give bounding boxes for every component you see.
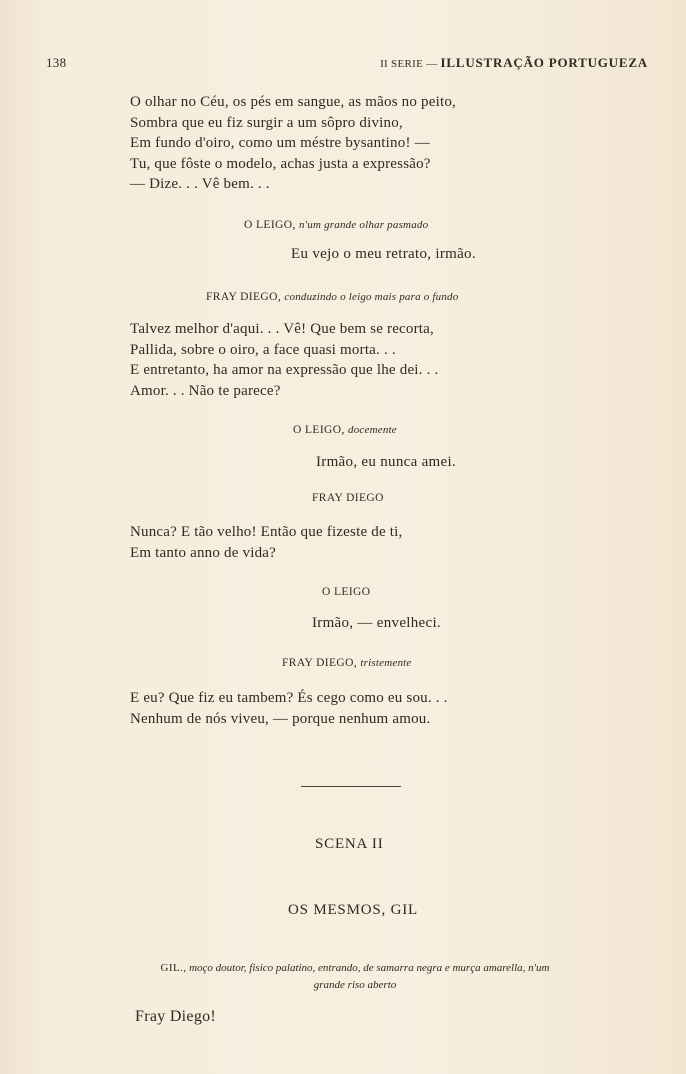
- reply-line-5: Irmão, — envelheci.: [312, 615, 441, 631]
- stage-note-text: moço doutor, fisico palatino, entrando, de samarra negra e murça amarella, n'um grande riso aberto: [189, 962, 550, 991]
- stage-direction: tristemente: [360, 657, 412, 669]
- page-header: [46, 55, 648, 73]
- scene-title: SCENA II: [315, 836, 384, 852]
- running-title: [380, 55, 648, 71]
- scene-characters: OS MESMOS, GIL: [288, 902, 418, 918]
- verse-line: O olhar no Céu, os pés em sangue, as mãos no peito,: [130, 94, 456, 110]
- speaker-cue-5: [322, 586, 370, 598]
- reply-line-3: Irmão, eu nunca amei.: [316, 454, 456, 470]
- verse-line: E eu? Que fiz eu tambem? És cego como eu sou. . .: [130, 690, 448, 706]
- series-label: II SERIE —: [380, 58, 438, 70]
- speaker-cue-6: [282, 657, 411, 669]
- speaker-name: FRAY DIEGO,: [206, 291, 282, 303]
- stage-note-name: GIL.,: [160, 962, 187, 974]
- speaker-name: O LEIGO: [322, 586, 371, 598]
- section-divider: [301, 786, 401, 787]
- page-number: 138: [46, 55, 67, 70]
- speaker-name: FRAY DIEGO,: [282, 657, 358, 669]
- verse-line: Sombra que eu fiz surgir a um sôpro divino,: [130, 114, 403, 131]
- verse-line: Em fundo d'oiro, como um méstre bysantino! —: [130, 135, 430, 151]
- speaker-cue-1: [244, 219, 428, 231]
- reply-line-1: Eu vejo o meu retrato, irmão.: [291, 246, 476, 262]
- stage-direction: n'um grande olhar pasmado: [299, 219, 429, 231]
- verse-block-2: [130, 319, 438, 401]
- verse-line: Em tanto anno de vida?: [130, 544, 277, 561]
- verse-line: Nenhum de nós viveu, — porque nenhum amou.: [130, 710, 431, 727]
- verse-line: Tu, que fôste o modelo, achas justa a expressão?: [130, 155, 431, 172]
- speaker-cue-2: [206, 291, 458, 303]
- verse-line: Amor. . . Não te parece?: [130, 382, 281, 399]
- verse-line: Nunca? E tão velho! Então que fizeste de ti,: [130, 524, 403, 540]
- verse-line: E entretanto, ha amor na expressão que lhe dei. . .: [130, 362, 439, 378]
- verse-line: Pallida, sobre o oiro, a face quasi morta. . .: [130, 341, 396, 358]
- publication-title: ILLUSTRAÇÃO PORTUGUEZA: [440, 55, 648, 70]
- stage-direction: docemente: [348, 424, 397, 436]
- stage-direction: conduzindo o leigo mais para o fundo: [284, 291, 459, 303]
- verse-line: — Dize. . . Vê bem. . .: [130, 176, 270, 192]
- speaker-name: O LEIGO,: [244, 219, 296, 231]
- speaker-name: FRAY DIEGO: [312, 492, 384, 504]
- verse-line: Talvez melhor d'aqui. . . Vê! Que bem se recorta,: [130, 321, 434, 337]
- stage-note: [150, 960, 560, 994]
- verse-block-1: [130, 92, 456, 195]
- speaker-cue-3: [293, 424, 397, 436]
- dialogue-line: Fray Diego!: [135, 1008, 217, 1025]
- verse-block-4: [130, 522, 402, 563]
- speaker-cue-4: [312, 492, 384, 504]
- speaker-name: O LEIGO,: [293, 424, 345, 436]
- verse-block-6: [130, 688, 448, 729]
